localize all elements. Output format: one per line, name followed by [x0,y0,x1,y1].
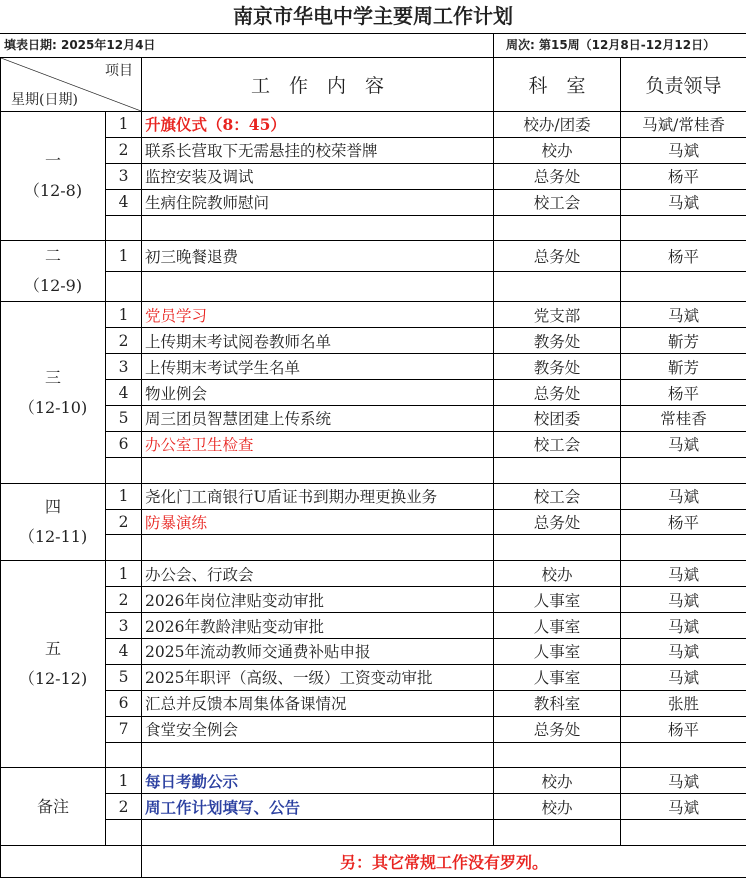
task-dept: 总务处 [494,716,621,742]
week-info: 周次: 第15周（12月8日-12月12日） [506,33,715,57]
task-lead: 杨平 [621,241,746,272]
info-divider [493,33,494,57]
table-row [1,742,746,768]
task-content [142,535,494,561]
day-cell [1,112,106,241]
table-row [1,509,746,535]
content-header: 工 作 内 容 [142,58,494,112]
task-lead: 马斌 [621,639,746,665]
task-content: 每日考勤公示 [142,768,494,794]
task-content: 周三团员智慧团建上传系统 [142,406,494,432]
row-number [106,820,142,846]
day-cell [1,483,106,561]
row-number: 1 [106,768,142,794]
row-number: 4 [106,639,142,665]
task-dept: 党支部 [494,302,621,328]
table-row [1,613,746,639]
lead-header: 负责领导 [621,58,746,112]
row-number: 3 [106,163,142,189]
task-dept: 教务处 [494,354,621,380]
task-dept [494,271,621,302]
page-title: 南京市华电中学主要周工作计划 [0,0,746,34]
table-row [1,137,746,163]
task-content [142,271,494,302]
task-lead: 杨平 [621,716,746,742]
table-row [1,354,746,380]
table-row [1,241,746,272]
task-content: 办公室卫生检查 [142,431,494,457]
task-dept: 校办 [494,794,621,820]
task-content: 监控安装及调试 [142,163,494,189]
table-row [1,163,746,189]
table-row [1,189,746,215]
corner-week-label: 星期(日期) [11,89,78,109]
row-number: 2 [106,137,142,163]
table-row [1,457,746,483]
day-date: （12-10) [1,393,105,423]
task-lead [621,271,746,302]
row-number [106,535,142,561]
row-number: 5 [106,664,142,690]
task-dept: 人事室 [494,613,621,639]
table-row [1,380,746,406]
task-content: 尧化门工商银行U盾证书到期办理更换业务 [142,483,494,509]
dept-header: 科 室 [494,58,621,112]
task-dept: 总务处 [494,380,621,406]
day-cell [1,768,106,846]
task-lead: 张胜 [621,690,746,716]
task-dept: 校办 [494,137,621,163]
row-number: 4 [106,189,142,215]
row-number [106,742,142,768]
task-lead: 马斌 [621,189,746,215]
fill-date: 填表日期: 2025年12月4日 [4,33,155,57]
task-dept: 校工会 [494,431,621,457]
task-content: 联系长营取下无需悬挂的校荣誉牌 [142,137,494,163]
task-content: 2026年教龄津贴变动审批 [142,613,494,639]
table-row [1,768,746,794]
task-dept: 人事室 [494,639,621,665]
row-number: 2 [106,794,142,820]
day-date: （12-11) [1,522,105,552]
task-lead [621,215,746,241]
table-row [1,215,746,241]
work-plan-table [0,57,746,878]
task-dept: 校工会 [494,483,621,509]
day-label: 五 [1,634,105,664]
table-row [1,535,746,561]
task-lead [621,820,746,846]
task-content: 2025年职评（高级、一级）工资变动审批 [142,664,494,690]
task-content [142,820,494,846]
row-number: 1 [106,112,142,138]
task-content: 上传期末考试学生名单 [142,354,494,380]
task-dept: 教务处 [494,328,621,354]
table-row [1,112,746,138]
table-row [1,328,746,354]
row-number [106,215,142,241]
task-lead: 马斌 [621,768,746,794]
table-row [1,431,746,457]
task-lead: 马斌 [621,302,746,328]
task-dept: 校办/团委 [494,112,621,138]
task-dept: 校工会 [494,189,621,215]
task-lead: 马斌/常桂香 [621,112,746,138]
task-content: 党员学习 [142,302,494,328]
task-lead: 马斌 [621,587,746,613]
day-label: 备注 [1,792,105,822]
table-row [1,587,746,613]
task-content: 升旗仪式（8：45） [142,112,494,138]
task-dept [494,535,621,561]
row-number: 2 [106,328,142,354]
table-row [1,639,746,665]
task-lead: 马斌 [621,794,746,820]
day-date: （12-8) [1,176,105,206]
task-dept: 总务处 [494,241,621,272]
task-lead: 马斌 [621,561,746,587]
task-lead: 杨平 [621,163,746,189]
row-number [106,457,142,483]
table-row [1,664,746,690]
task-lead: 马斌 [621,431,746,457]
day-cell [1,561,106,768]
task-lead: 靳芳 [621,328,746,354]
row-number: 5 [106,406,142,432]
row-number: 4 [106,380,142,406]
task-content [142,457,494,483]
day-date: （12-12) [1,664,105,694]
task-dept: 人事室 [494,664,621,690]
day-label: 四 [1,492,105,522]
task-content: 汇总并反馈本周集体备课情况 [142,690,494,716]
task-dept [494,457,621,483]
header-row [1,58,746,112]
task-content: 2025年流动教师交通费补贴申报 [142,639,494,665]
day-cell [1,241,106,302]
task-dept: 校团委 [494,406,621,432]
task-lead: 马斌 [621,664,746,690]
table-row [1,483,746,509]
task-content: 生病住院教师慰问 [142,189,494,215]
task-dept: 校办 [494,561,621,587]
task-content: 上传期末考试阅卷教师名单 [142,328,494,354]
corner-header [1,58,142,112]
day-date: （12-9) [1,271,105,301]
day-label: 三 [1,363,105,393]
task-content: 食堂安全例会 [142,716,494,742]
row-number: 7 [106,716,142,742]
row-number [106,271,142,302]
row-number: 2 [106,509,142,535]
row-number: 1 [106,302,142,328]
task-dept: 校办 [494,768,621,794]
task-dept: 总务处 [494,163,621,189]
table-row [1,716,746,742]
task-lead: 杨平 [621,509,746,535]
task-content [142,215,494,241]
task-lead: 靳芳 [621,354,746,380]
day-label: 一 [1,146,105,176]
task-content: 办公会、行政会 [142,561,494,587]
task-lead: 马斌 [621,613,746,639]
task-dept: 总务处 [494,509,621,535]
table-row [1,690,746,716]
task-content: 物业例会 [142,380,494,406]
task-lead [621,535,746,561]
table-row [1,302,746,328]
task-lead: 杨平 [621,380,746,406]
table-row [1,561,746,587]
task-dept [494,742,621,768]
footnote-row [1,846,746,878]
task-dept: 教科室 [494,690,621,716]
task-dept [494,820,621,846]
task-content: 防暴演练 [142,509,494,535]
row-number: 3 [106,354,142,380]
task-content: 2026年岗位津贴变动审批 [142,587,494,613]
task-lead [621,457,746,483]
task-dept [494,215,621,241]
task-dept: 人事室 [494,587,621,613]
row-number: 1 [106,561,142,587]
row-number: 2 [106,587,142,613]
task-lead: 马斌 [621,137,746,163]
row-number: 1 [106,483,142,509]
day-label: 二 [1,241,105,271]
table-row [1,794,746,820]
row-number: 1 [106,241,142,272]
table-row [1,820,746,846]
footnote: 另：其它常规工作没有罗列。 [142,846,746,878]
day-cell [1,302,106,483]
table-row [1,271,746,302]
info-bar [0,33,746,58]
task-lead: 马斌 [621,483,746,509]
footnote-blank [1,846,142,878]
row-number: 6 [106,431,142,457]
task-lead: 常桂香 [621,406,746,432]
task-content [142,742,494,768]
task-content: 初三晚餐退费 [142,241,494,272]
row-number: 6 [106,690,142,716]
task-content: 周工作计划填写、公告 [142,794,494,820]
task-lead [621,742,746,768]
corner-item-label: 项目 [105,60,133,80]
row-number: 3 [106,613,142,639]
table-row [1,406,746,432]
